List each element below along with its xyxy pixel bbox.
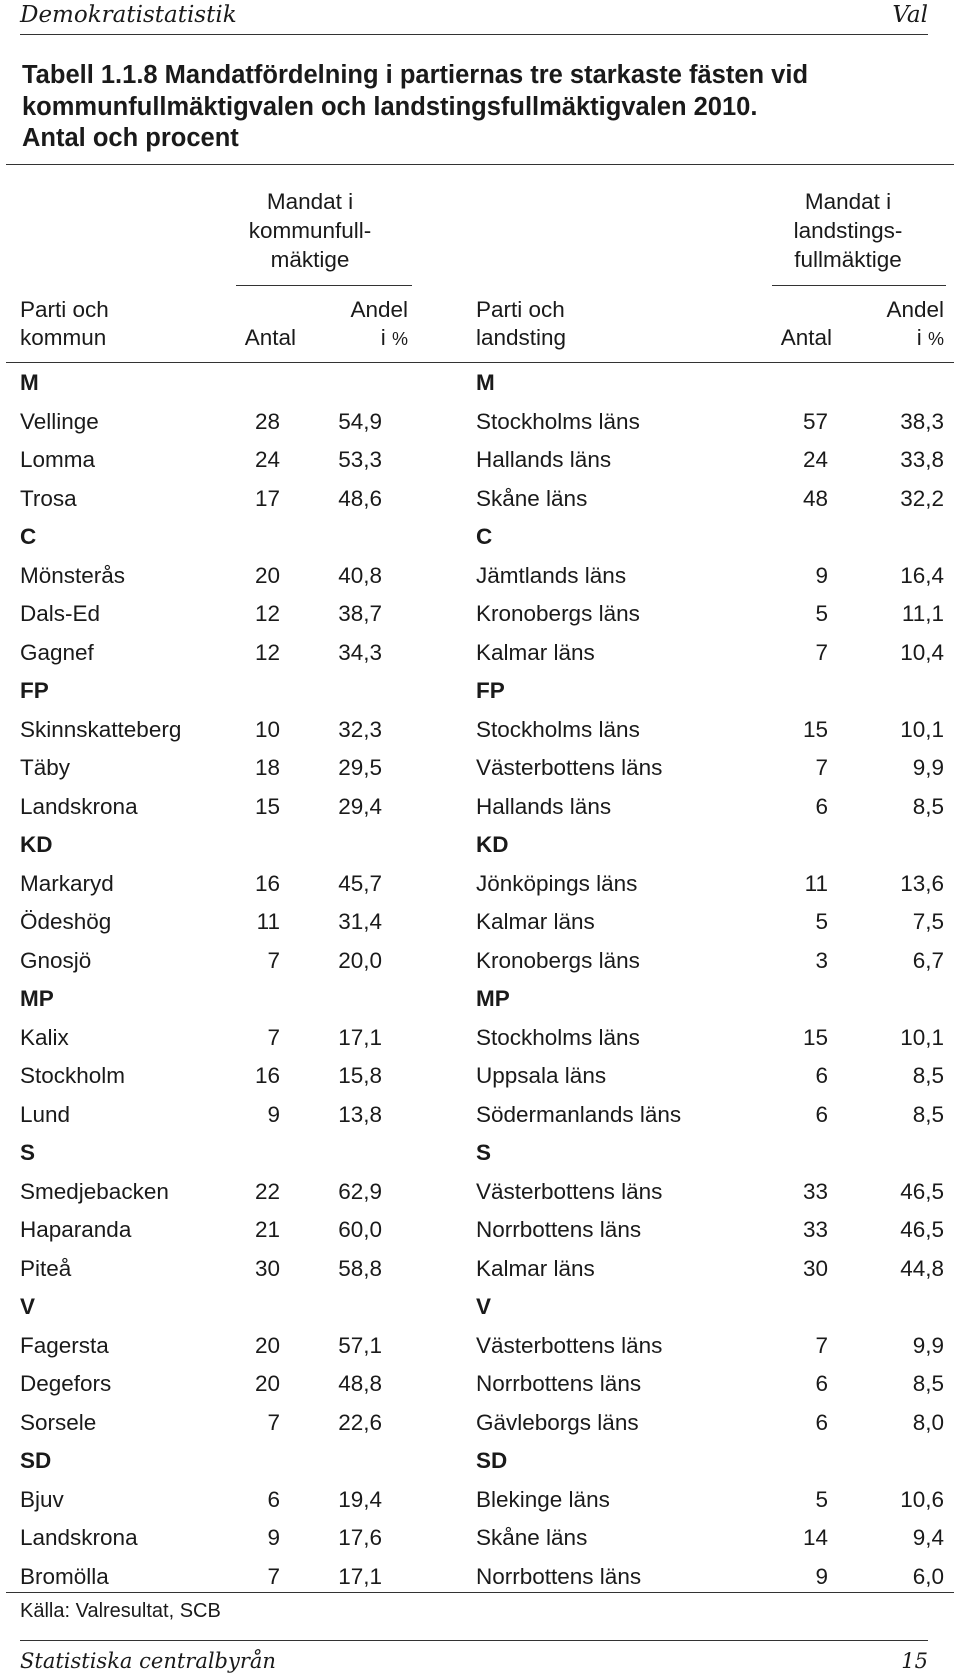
municipality-andel: 22,6 (338, 1409, 382, 1435)
group-header-municipal-line1: Mandat i (266, 189, 354, 214)
county-name: Jämtlands läns (476, 562, 627, 588)
municipality-antal: 20 (254, 1332, 280, 1358)
municipality-antal: 9 (267, 1525, 280, 1550)
table-row (0, 1517, 960, 1556)
municipality-name: Haparanda (20, 1217, 132, 1242)
table-row (0, 940, 960, 979)
municipality-antal: 10 (254, 716, 280, 742)
county-andel: 32,2 (900, 485, 944, 511)
municipality-antal: 20 (254, 1371, 280, 1396)
municipality-name: Gnosjö (20, 947, 92, 973)
county-antal: 33 (802, 1178, 828, 1204)
party-label-county: C (476, 524, 493, 549)
county-antal: 6 (815, 1409, 828, 1435)
county-andel: 8,5 (912, 793, 944, 819)
county-andel: 7,5 (912, 909, 944, 934)
county-antal: 5 (815, 601, 828, 626)
county-andel: 13,6 (900, 870, 944, 896)
municipality-antal: 20 (254, 562, 280, 588)
table-title-line1: Tabell 1.1.8 Mandatfördelning i partiernas tre starkaste fästen vid (22, 61, 809, 89)
col-header-andel-left-line2 (300, 324, 408, 353)
party-row (0, 1132, 960, 1171)
page-footer (20, 1640, 928, 1673)
col-header-party-county-line1: Parti och (476, 297, 565, 322)
county-antal: 6 (815, 1101, 828, 1127)
party-row (0, 978, 960, 1017)
county-antal: 9 (815, 562, 828, 588)
municipality-andel: 60,0 (338, 1217, 382, 1242)
table-bottom-rule (6, 1592, 954, 1593)
county-antal: 5 (815, 909, 828, 934)
party-label-municipal: C (20, 524, 37, 549)
municipality-andel: 32,3 (338, 716, 382, 742)
table-row (0, 478, 960, 517)
col-header-andel-right (840, 296, 944, 353)
county-andel: 33,8 (900, 447, 944, 472)
county-name: Kalmar läns (476, 1255, 595, 1281)
table-row (0, 401, 960, 440)
county-name: Jönköpings läns (476, 870, 638, 896)
municipality-name: Vellinge (20, 408, 99, 434)
party-label-county: MP (476, 986, 510, 1011)
county-name: Stockholms läns (476, 408, 640, 434)
col-header-party-county (476, 296, 566, 352)
municipality-name: Dals-Ed (20, 601, 101, 626)
municipality-antal: 22 (254, 1178, 280, 1204)
county-andel: 8,5 (912, 1063, 944, 1088)
county-name: Norrbottens läns (476, 1371, 642, 1396)
municipality-antal: 17 (254, 485, 280, 511)
municipality-andel: 34,3 (338, 639, 382, 665)
municipality-andel: 17,6 (338, 1525, 382, 1550)
party-label-county: S (476, 1140, 492, 1165)
county-antal: 48 (802, 485, 828, 511)
table-row (0, 747, 960, 786)
table-row (0, 439, 960, 478)
municipality-name: Trosa (20, 485, 77, 511)
table-row (0, 1248, 960, 1287)
municipality-name: Lund (20, 1101, 71, 1127)
county-name: Kalmar läns (476, 639, 595, 665)
county-name: Gävleborgs läns (476, 1409, 639, 1435)
municipality-andel: 62,9 (338, 1178, 382, 1204)
municipality-andel: 20,0 (338, 947, 382, 973)
municipality-antal: 7 (267, 1409, 280, 1435)
col-header-antal-right: Antal (780, 325, 832, 350)
party-label-county: SD (476, 1448, 508, 1473)
source-note: Källa: Valresultat, SCB (20, 1600, 221, 1622)
municipality-name: Mönsterås (20, 562, 126, 588)
table-row (0, 863, 960, 902)
party-label-municipal: MP (20, 986, 54, 1011)
table-row (0, 786, 960, 825)
county-name: Hallands läns (476, 793, 612, 819)
table-row (0, 709, 960, 748)
municipality-andel: 54,9 (338, 408, 382, 434)
party-row (0, 362, 960, 401)
party-row (0, 1440, 960, 1479)
municipality-antal: 28 (254, 408, 280, 434)
county-andel: 11,1 (901, 601, 944, 626)
county-name: Uppsala läns (476, 1063, 607, 1088)
municipality-name: Fagersta (20, 1332, 109, 1358)
municipality-andel: 13,8 (338, 1101, 382, 1127)
county-antal: 11 (804, 870, 828, 896)
col-header-party-municipality (20, 296, 109, 352)
county-andel: 6,7 (912, 947, 944, 973)
county-antal: 7 (815, 755, 828, 780)
col-header-andel-left-i: i (380, 325, 392, 350)
municipality-name: Gagnef (20, 639, 94, 665)
col-header-party-municipality-line2: kommun (20, 325, 107, 350)
municipality-andel: 40,8 (338, 562, 382, 588)
county-andel: 9,4 (912, 1525, 944, 1550)
municipality-name: Bjuv (20, 1486, 64, 1512)
group-header-county-line2: landstings- (793, 218, 903, 243)
municipality-antal: 7 (267, 947, 280, 973)
municipality-andel: 15,8 (338, 1063, 382, 1088)
municipality-name: Bromölla (20, 1563, 109, 1589)
running-header (20, 0, 928, 35)
table-row (0, 1017, 960, 1056)
municipality-antal: 24 (254, 447, 280, 472)
table-title-line3: Antal och procent (22, 124, 239, 152)
municipality-antal: 7 (267, 1563, 280, 1589)
municipality-name: Piteå (20, 1255, 72, 1281)
county-antal: 15 (802, 716, 828, 742)
county-antal: 6 (815, 793, 828, 819)
table-row (0, 1556, 960, 1595)
group-header-municipal-line3: mäktige (270, 247, 350, 272)
county-name: Skåne läns (476, 1525, 588, 1550)
col-header-andel-right-i: i (916, 325, 928, 350)
party-label-municipal: M (20, 370, 39, 395)
party-label-municipal: V (20, 1294, 36, 1319)
county-antal: 24 (802, 447, 828, 472)
county-antal: 5 (815, 1486, 828, 1512)
table-row (0, 555, 960, 594)
county-antal: 14 (802, 1525, 828, 1550)
municipality-andel: 45,7 (338, 870, 382, 896)
county-andel: 46,5 (900, 1217, 944, 1242)
page-number: 15 (901, 1649, 928, 1673)
running-header-right: Val (892, 2, 928, 28)
table-row (0, 1094, 960, 1133)
county-andel: 8,5 (912, 1101, 944, 1127)
municipality-andel: 58,8 (338, 1255, 382, 1281)
municipality-name: Sorsele (20, 1409, 97, 1435)
county-antal: 33 (802, 1217, 828, 1242)
municipality-name: Stockholm (20, 1063, 126, 1088)
table-row (0, 901, 960, 940)
group-header-county-line3: fullmäktige (794, 247, 902, 272)
county-antal: 7 (815, 639, 828, 665)
county-andel: 38,3 (900, 408, 944, 434)
county-andel: 9,9 (912, 1332, 944, 1358)
table-row (0, 593, 960, 632)
party-label-municipal: KD (20, 832, 53, 857)
county-andel: 46,5 (900, 1178, 944, 1204)
county-andel: 6,0 (912, 1563, 944, 1589)
table-row (0, 1363, 960, 1402)
municipality-antal: 9 (267, 1101, 280, 1127)
county-name: Kronobergs läns (476, 947, 640, 973)
county-name: Södermanlands läns (476, 1101, 682, 1127)
municipality-antal: 11 (256, 909, 280, 934)
table-row (0, 1209, 960, 1248)
county-name: Hallands läns (476, 447, 612, 472)
county-andel: 9,9 (912, 755, 944, 780)
col-header-antal-left: Antal (244, 325, 296, 350)
municipality-andel: 29,5 (338, 755, 382, 780)
group-header-municipal-line2: kommunfull- (248, 218, 372, 243)
county-name: Västerbottens läns (476, 1178, 663, 1204)
col-header-party-county-line2: landsting (476, 325, 567, 350)
county-name: Stockholms läns (476, 1024, 640, 1050)
group-header-county-line1: Mandat i (804, 189, 892, 214)
municipality-name: Smedjebacken (20, 1178, 169, 1204)
municipality-antal: 18 (254, 755, 280, 780)
party-label-county: FP (476, 678, 505, 703)
county-name: Västerbottens läns (476, 755, 663, 780)
municipality-antal: 16 (254, 1063, 280, 1088)
municipality-name: Skinnskatteberg (20, 716, 182, 742)
party-row (0, 516, 960, 555)
municipality-name: Täby (20, 755, 71, 780)
county-name: Blekinge läns (476, 1486, 610, 1512)
municipality-andel: 31,4 (338, 909, 382, 934)
municipality-andel: 57,1 (338, 1332, 382, 1358)
county-name: Kronobergs läns (476, 601, 640, 626)
col-header-andel-left-percent: % (391, 329, 408, 349)
municipality-andel: 29,4 (338, 793, 382, 819)
group-underline-county (772, 285, 946, 286)
county-andel: 10,6 (900, 1486, 944, 1512)
municipality-name: Kalix (20, 1024, 69, 1050)
table-row (0, 1055, 960, 1094)
county-andel: 10,1 (900, 1024, 944, 1050)
municipality-antal: 30 (254, 1255, 280, 1281)
table-row (0, 1325, 960, 1364)
county-name: Skåne läns (476, 485, 588, 511)
municipality-antal: 12 (254, 639, 280, 665)
table-title-line2: kommunfullmäktigvalen och landstingsfullmäktigvalen 2010. (22, 92, 758, 121)
county-andel: 16,4 (900, 562, 944, 588)
county-name: Norrbottens läns (476, 1217, 642, 1242)
county-andel: 10,1 (900, 716, 944, 742)
county-andel: 8,5 (912, 1371, 944, 1396)
party-label-county: KD (476, 832, 509, 857)
county-name: Kalmar läns (476, 909, 595, 934)
municipality-name: Ödeshög (20, 909, 112, 934)
col-header-party-municipality-line1: Parti och (20, 297, 109, 322)
table-row (0, 632, 960, 671)
county-name: Norrbottens läns (476, 1563, 642, 1589)
municipality-name: Degefors (20, 1371, 112, 1396)
municipality-name: Landskrona (20, 1525, 138, 1550)
footer-publisher: Statistiska centralbyrån (20, 1649, 276, 1673)
municipality-antal: 7 (267, 1024, 280, 1050)
table-title (22, 60, 922, 155)
table-row (0, 1479, 960, 1518)
municipality-name: Markaryd (20, 870, 114, 896)
county-andel: 8,0 (912, 1409, 944, 1435)
county-name: Stockholms läns (476, 716, 640, 742)
col-header-andel-left-line1: Andel (350, 297, 408, 322)
municipality-andel: 17,1 (338, 1563, 382, 1589)
county-antal: 9 (815, 1563, 828, 1589)
group-header-municipal (210, 187, 410, 274)
col-header-andel-right-line2 (840, 324, 944, 353)
county-andel: 10,4 (900, 639, 944, 665)
municipality-antal: 21 (254, 1217, 280, 1242)
municipality-andel: 53,3 (338, 447, 382, 472)
county-andel: 44,8 (900, 1255, 944, 1281)
running-header-left: Demokratistatistik (20, 2, 237, 28)
municipality-antal: 15 (254, 793, 280, 819)
party-label-municipal: SD (20, 1448, 52, 1473)
county-antal: 57 (802, 408, 828, 434)
group-underline-municipal (236, 285, 412, 286)
party-label-municipal: S (20, 1140, 36, 1165)
party-row (0, 824, 960, 863)
group-header-county (748, 187, 948, 274)
county-antal: 3 (815, 947, 828, 973)
municipality-name: Lomma (20, 447, 96, 472)
county-antal: 7 (815, 1332, 828, 1358)
party-label-county: V (476, 1294, 492, 1319)
municipality-antal: 6 (267, 1486, 280, 1512)
municipality-antal: 12 (254, 601, 280, 626)
party-label-municipal: FP (20, 678, 49, 703)
municipality-andel: 48,8 (338, 1371, 382, 1396)
county-antal: 6 (815, 1063, 828, 1088)
col-header-andel-right-percent: % (927, 329, 944, 349)
county-antal: 6 (815, 1371, 828, 1396)
party-row (0, 670, 960, 709)
municipality-andel: 38,7 (338, 601, 382, 626)
table-top-rule (6, 164, 954, 165)
county-antal: 30 (802, 1255, 828, 1281)
party-row (0, 1286, 960, 1325)
party-label-county: M (476, 370, 495, 395)
col-header-andel-right-line1: Andel (886, 297, 944, 322)
col-header-andel-left (300, 296, 408, 353)
table-row (0, 1402, 960, 1441)
municipality-andel: 48,6 (338, 485, 382, 511)
county-antal: 15 (802, 1024, 828, 1050)
table-row (0, 1171, 960, 1210)
municipality-andel: 19,4 (338, 1486, 382, 1512)
municipality-name: Landskrona (20, 793, 138, 819)
county-name: Västerbottens läns (476, 1332, 663, 1358)
municipality-andel: 17,1 (338, 1024, 382, 1050)
municipality-antal: 16 (254, 870, 280, 896)
